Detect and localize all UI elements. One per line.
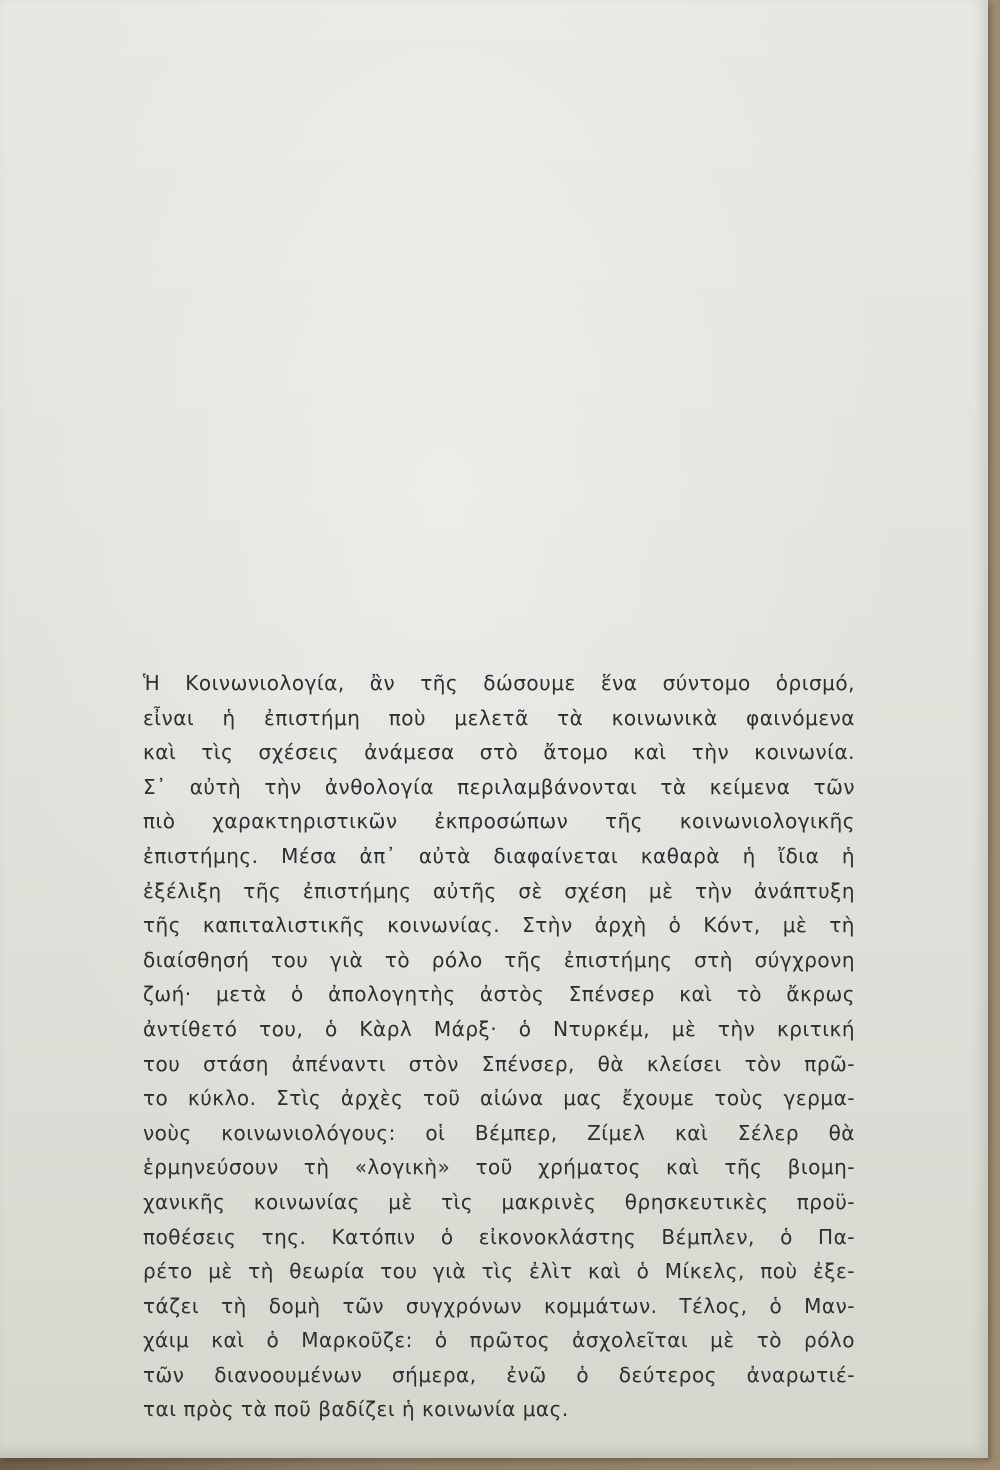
blurb-line: το κύκλο. Στὶς ἀρχὲς τοῦ αἰώνα μας ἔχουμε τοὺς γερμα-	[143, 1086, 855, 1111]
blurb-text	[143, 666, 855, 1427]
blurb-line: τάζει τὴ δομὴ τῶν συγχρόνων κομμάτων. Τέλος, ὁ Μαν-	[143, 1293, 855, 1318]
blurb-line: Ἡ Κοινωνιολογία, ἂν τῆς δώσουμε ἕνα σύντομο ὁρισμό,	[143, 671, 855, 695]
blurb-line: ρέτο μὲ τὴ θεωρία του γιὰ τὶς ἐλὶτ καὶ ὁ Μίκελς, ποὺ ἐξε-	[143, 1259, 855, 1284]
blurb-line: διαίσθησή του γιὰ τὸ ρόλο τῆς ἐπιστήμης στὴ σύγχρονη	[143, 947, 855, 972]
blurb-line-last: ται πρὸς τὰ ποῦ βαδίζει ἡ κοινωνία μας.	[143, 1397, 569, 1422]
blurb-line: πιὸ χαρακτηριστικῶν ἐκπροσώπων τῆς κοινωνιολογικῆς	[143, 809, 855, 834]
blurb-line: ζωή· μετὰ ὁ ἀπολογητὴς ἀστὸς Σπένσερ καὶ τὸ ἄκρως	[143, 982, 855, 1007]
blurb-line: νοὺς κοινωνιολόγους: οἱ Βέμπερ, Ζίμελ καὶ Σέλερ θὰ	[143, 1120, 855, 1145]
blurb-line: τῶν διανοουμένων σήμερα, ἐνῶ ὁ δεύτερος ἀναρωτιέ-	[143, 1362, 855, 1387]
blurb-line: ἀντίθετό του, ὁ Κὰρλ Μάρξ· ὁ Ντυρκέμ, μὲ τὴν κριτική	[143, 1016, 855, 1041]
blurb-line: χανικῆς κοινωνίας μὲ τὶς μακρινὲς θρησκευτικὲς προϋ-	[143, 1189, 855, 1214]
blurb-line: Σ᾽ αὐτὴ τὴν ἀνθολογία περιλαμβάνονται τὰ κείμενα τῶν	[143, 774, 855, 799]
blurb-line: του στάση ἀπέναντι στὸν Σπένσερ, θὰ κλείσει τὸν πρῶ-	[143, 1051, 855, 1076]
blurb-line: καὶ τὶς σχέσεις ἀνάμεσα στὸ ἄτομο καὶ τὴν κοινωνία.	[143, 740, 855, 765]
blurb-line: χάιμ καὶ ὁ Μαρκοῦζε: ὁ πρῶτος ἀσχολεῖται μὲ τὸ ρόλο	[143, 1328, 855, 1353]
blurb-line: ἐξέλιξη τῆς ἐπιστήμης αὐτῆς σὲ σχέση μὲ τὴν ἀνάπτυξη	[143, 878, 855, 903]
blurb-line: ποθέσεις της. Κατόπιν ὁ εἰκονοκλάστης Βέμπλεν, ὁ Πα-	[143, 1224, 855, 1249]
blurb-line: ἑρμηνεύσουν τὴ «λογικὴ» τοῦ χρήματος καὶ τῆς βιομη-	[143, 1155, 855, 1180]
blurb-line: εἶναι ἡ ἐπιστήμη ποὺ μελετᾶ τὰ κοινωνικὰ φαινόμενα	[143, 705, 855, 730]
blurb-line: ἐπιστήμης. Μέσα ἀπ᾽ αὐτὰ διαφαίνεται καθαρὰ ἡ ἴδια ἡ	[143, 843, 855, 868]
blurb-line: τῆς καπιταλιστικῆς κοινωνίας. Στὴν ἀρχὴ ὁ Κόντ, μὲ τὴ	[143, 913, 855, 938]
